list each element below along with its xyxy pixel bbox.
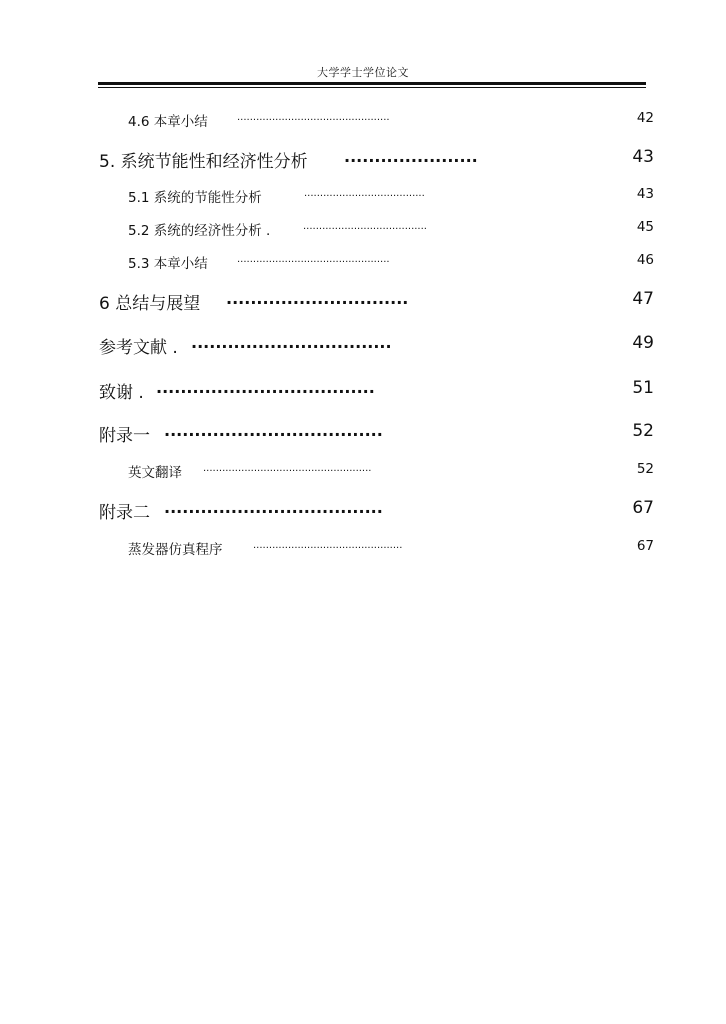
toc-page-number: 52: [636, 461, 654, 477]
toc-label: 5.1 系统的节能性分析: [128, 190, 262, 206]
toc-entry-6[interactable]: [0, 289, 726, 313]
toc-page-number: 43: [632, 147, 654, 167]
header-rule-thick: [98, 82, 646, 85]
toc-entry-5-2[interactable]: [0, 219, 726, 239]
toc-page-number: 52: [632, 421, 654, 441]
toc-entry-5-1[interactable]: [0, 186, 726, 206]
toc-label: 5.3 本章小结: [128, 256, 208, 272]
toc-entry-5-3[interactable]: [0, 252, 726, 272]
toc-entry-references[interactable]: [0, 333, 726, 357]
toc-leader: .......................................: [303, 221, 427, 232]
toc-label: 5. 系统节能性和经济性分析: [99, 152, 308, 172]
toc-entry-english-translation[interactable]: [0, 461, 726, 481]
toc-page-number: 42: [636, 110, 654, 126]
toc-leader: ....................................: [156, 378, 375, 397]
toc-page-number: 67: [636, 538, 654, 554]
toc-leader: ......................................: [304, 188, 425, 199]
toc-leader: ................................................: [237, 254, 390, 265]
toc-leader: .....................................................: [203, 463, 372, 474]
toc-leader: ......................: [344, 147, 478, 166]
toc-page-number: 47: [632, 289, 654, 309]
toc-label: 蒸发器仿真程序: [128, 542, 223, 558]
toc-entry-evaporator-simulation[interactable]: [0, 538, 726, 558]
toc-label: 英文翻译: [128, 465, 182, 481]
page-header: 大学学士学位论文: [317, 66, 409, 79]
toc-label: 附录二: [99, 503, 150, 523]
toc-entry-acknowledgements[interactable]: [0, 378, 726, 402]
toc-label: 6 总结与展望: [99, 294, 201, 314]
toc-leader: ...............................................: [253, 540, 403, 551]
header-rule-thin: [98, 87, 646, 88]
toc-label: 4.6 本章小结: [128, 114, 208, 130]
toc-leader: .................................: [191, 333, 392, 352]
toc-leader: ..............................: [226, 289, 409, 308]
toc-entry-5[interactable]: [0, 147, 726, 171]
toc-page-number: 67: [632, 498, 654, 518]
toc-label: 参考文献 .: [99, 338, 178, 358]
toc-entry-appendix-1[interactable]: [0, 421, 726, 445]
toc-entry-appendix-2[interactable]: [0, 498, 726, 522]
toc-entry-4-6[interactable]: [0, 110, 726, 130]
toc-label: 致谢 .: [99, 383, 144, 403]
toc-leader: ................................................: [237, 112, 390, 123]
toc-page-number: 49: [632, 333, 654, 353]
toc-page-number: 45: [636, 219, 654, 235]
toc-leader: ....................................: [164, 498, 383, 517]
toc-page-number: 46: [636, 252, 654, 268]
toc-leader: ....................................: [164, 421, 383, 440]
toc-label: 5.2 系统的经济性分析 .: [128, 223, 271, 239]
toc-page-number: 43: [636, 186, 654, 202]
toc-label: 附录一: [99, 426, 150, 446]
toc-page-number: 51: [632, 378, 654, 398]
